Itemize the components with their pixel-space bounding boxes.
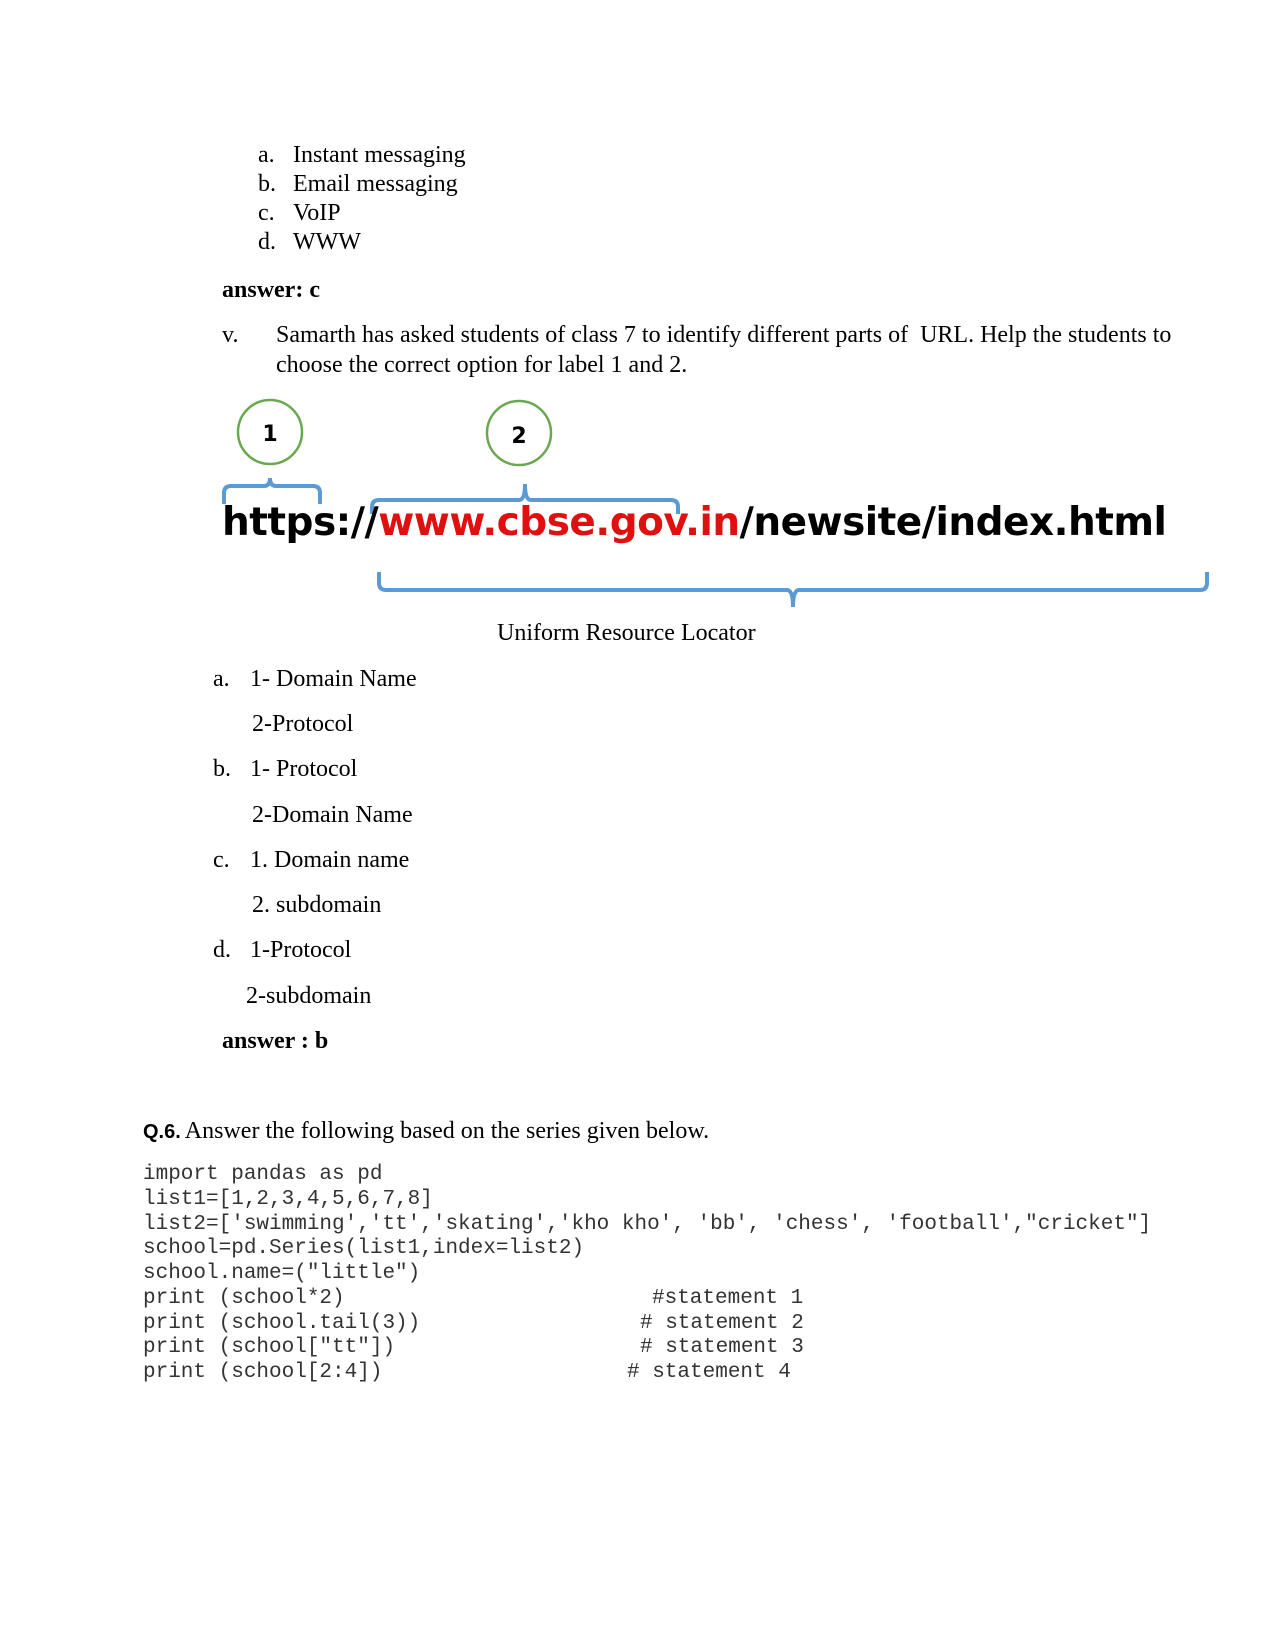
code-line: print (school.tail(3)) [143, 1312, 421, 1335]
prev-option-text: Instant messaging [293, 142, 466, 168]
label-1-text: 1 [262, 422, 278, 447]
label-2-text: 2 [511, 424, 527, 449]
prev-option-text: WWW [293, 229, 361, 255]
code-line: school.name=("little") [143, 1262, 421, 1285]
option-line1: 1- Domain Name [250, 666, 417, 692]
option-line2: 2. subdomain [252, 892, 382, 918]
option-line1: 1- Protocol [250, 756, 358, 782]
code-line: list2=['swimming','tt','skating','kho kho', 'bb', 'chess', 'football',"cricket"] [143, 1213, 1152, 1236]
option-line2: 2-subdomain [246, 983, 372, 1009]
prev-answer: answer: c [222, 277, 320, 303]
option-marker: d. [213, 937, 231, 963]
question-v-line2: choose the correct option for label 1 and 2. [276, 352, 688, 378]
option-line2: 2-Protocol [252, 711, 354, 737]
q6-heading [143, 1118, 709, 1145]
q6-text: Answer the following based on the series given below. [184, 1118, 710, 1144]
code-line: school=pd.Series(list1,index=list2) [143, 1237, 585, 1260]
code-comment: #statement 1 [652, 1287, 804, 1310]
url-bracket [379, 572, 1207, 607]
question-v-number: v. [222, 322, 239, 348]
option-marker: c. [213, 847, 230, 873]
prev-option-marker: c. [258, 200, 275, 226]
code-line: print (school*2) [143, 1287, 345, 1310]
code-comment: # statement 4 [627, 1361, 791, 1384]
prev-option-marker: b. [258, 171, 276, 197]
option-line2: 2-Domain Name [252, 802, 413, 828]
prev-option-marker: d. [258, 229, 276, 255]
code-comment: # statement 2 [640, 1312, 804, 1335]
prev-option-text: VoIP [293, 200, 341, 226]
url-caption: Uniform Resource Locator [497, 620, 756, 646]
q6-label: Q.6. [143, 1121, 181, 1143]
prev-option-marker: a. [258, 142, 275, 168]
option-marker: b. [213, 756, 231, 782]
url-path: /newsite/index.html [739, 500, 1167, 545]
code-line: print (school["tt"]) [143, 1336, 396, 1359]
url-parts-diagram [0, 0, 1275, 660]
code-line: import pandas as pd [143, 1163, 383, 1186]
answer-v: answer : b [222, 1028, 329, 1054]
question-v-line1: Samarth has asked students of class 7 to identify different parts of URL. Help the students to [276, 322, 1172, 348]
code-comment: # statement 3 [640, 1336, 804, 1359]
prev-option-text: Email messaging [293, 171, 458, 197]
option-line1: 1. Domain name [250, 847, 410, 873]
code-line: list1=[1,2,3,4,5,6,7,8] [143, 1188, 433, 1211]
url-text [222, 500, 1166, 545]
option-line1: 1-Protocol [250, 937, 352, 963]
option-marker: a. [213, 666, 230, 692]
url-domain: www.cbse.gov.in [378, 500, 740, 545]
url-protocol: https:// [222, 500, 379, 545]
code-line: print (school[2:4]) [143, 1361, 383, 1384]
